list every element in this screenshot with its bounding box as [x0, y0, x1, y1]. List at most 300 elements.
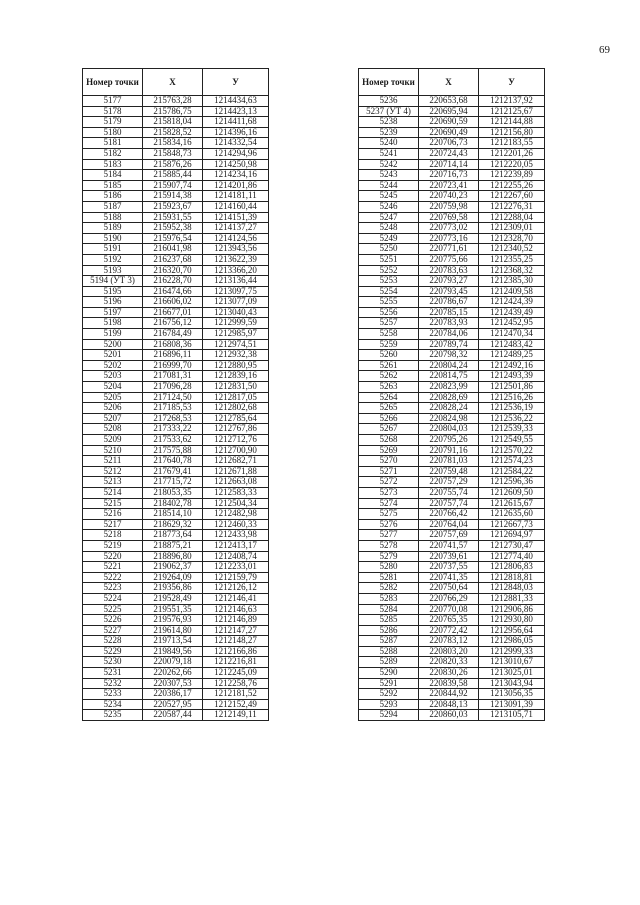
table-row [83, 371, 269, 382]
cell-point-number: 5204 [83, 382, 143, 393]
table-row [359, 540, 545, 551]
cell-point-number: 5190 [83, 233, 143, 244]
cell-point-number: 5249 [359, 233, 419, 244]
cell-x: 220830,26 [419, 668, 479, 679]
cell-x: 220771,61 [419, 244, 479, 255]
table-row [83, 392, 269, 403]
cell-y: 1213056,35 [479, 689, 545, 700]
cell-x: 219062,37 [143, 562, 203, 573]
header-y: У [203, 69, 269, 96]
cell-x: 220739,61 [419, 551, 479, 562]
cell-y: 1212288,04 [479, 212, 545, 223]
cell-x: 215876,26 [143, 159, 203, 170]
cell-y: 1212584,22 [479, 466, 545, 477]
cell-point-number: 5268 [359, 435, 419, 446]
cell-y: 1212906,86 [479, 604, 545, 615]
table-row [359, 678, 545, 689]
table-row [359, 297, 545, 308]
table-row [359, 636, 545, 647]
cell-x: 220823,99 [419, 382, 479, 393]
table-row [83, 127, 269, 138]
cell-point-number: 5209 [83, 435, 143, 446]
table-row [359, 435, 545, 446]
cell-point-number: 5182 [83, 148, 143, 159]
cell-y: 1212986,05 [479, 636, 545, 647]
cell-point-number: 5274 [359, 498, 419, 509]
table-row [83, 689, 269, 700]
cell-point-number: 5226 [83, 615, 143, 626]
cell-y: 1212549,55 [479, 435, 545, 446]
table-row [359, 350, 545, 361]
cell-x: 216756,12 [143, 318, 203, 329]
cell-point-number: 5200 [83, 339, 143, 350]
cell-y: 1212848,03 [479, 583, 545, 594]
table-row [83, 286, 269, 297]
cell-x: 217268,53 [143, 413, 203, 424]
table-row [83, 329, 269, 340]
cell-y: 1212146,41 [203, 593, 269, 604]
table-body-left [83, 96, 269, 721]
table-row [83, 403, 269, 414]
cell-point-number: 5186 [83, 191, 143, 202]
table-row [83, 318, 269, 329]
cell-point-number: 5185 [83, 180, 143, 191]
cell-x: 220803,20 [419, 646, 479, 657]
cell-y: 1212146,63 [203, 604, 269, 615]
cell-x: 220737,55 [419, 562, 479, 573]
table-body-right [359, 96, 545, 721]
table-row [359, 223, 545, 234]
cell-point-number: 5227 [83, 625, 143, 636]
table-row [83, 223, 269, 234]
table-row [83, 413, 269, 424]
cell-point-number: 5231 [83, 668, 143, 679]
cell-x: 216784,49 [143, 329, 203, 340]
cell-x: 220828,24 [419, 403, 479, 414]
cell-y: 1213091,39 [479, 699, 545, 710]
cell-x: 220587,44 [143, 710, 203, 721]
cell-y: 1212201,26 [479, 148, 545, 159]
cell-y: 1212839,16 [203, 371, 269, 382]
cell-y: 1213025,01 [479, 668, 545, 679]
cell-x: 220772,42 [419, 625, 479, 636]
cell-y: 1212156,80 [479, 127, 545, 138]
cell-point-number: 5255 [359, 297, 419, 308]
table-row [359, 699, 545, 710]
table-row [83, 201, 269, 212]
table-row [359, 233, 545, 244]
cell-x: 219264,09 [143, 572, 203, 583]
cell-y: 1212694,97 [479, 530, 545, 541]
cell-x: 220793,45 [419, 286, 479, 297]
cell-x: 220724,43 [419, 148, 479, 159]
table-row [83, 254, 269, 265]
cell-y: 1214332,54 [203, 138, 269, 149]
cell-x: 216237,68 [143, 254, 203, 265]
cell-x: 220848,13 [419, 699, 479, 710]
table-row [83, 117, 269, 128]
cell-point-number: 5285 [359, 615, 419, 626]
cell-y: 1212818,81 [479, 572, 545, 583]
cell-point-number: 5289 [359, 657, 419, 668]
cell-point-number: 5282 [359, 583, 419, 594]
table-row [359, 148, 545, 159]
cell-point-number: 5177 [83, 96, 143, 107]
table-row [83, 445, 269, 456]
table-row [83, 562, 269, 573]
cell-y: 1214250,98 [203, 159, 269, 170]
cell-x: 215818,04 [143, 117, 203, 128]
cell-point-number: 5180 [83, 127, 143, 138]
table-row [359, 106, 545, 117]
table-row [359, 466, 545, 477]
cell-y: 1212183,55 [479, 138, 545, 149]
cell-x: 220759,98 [419, 201, 479, 212]
cell-point-number: 5203 [83, 371, 143, 382]
cell-point-number: 5292 [359, 689, 419, 700]
cell-y: 1213622,39 [203, 254, 269, 265]
cell-x: 220795,26 [419, 435, 479, 446]
cell-point-number: 5201 [83, 350, 143, 361]
cell-y: 1213943,56 [203, 244, 269, 255]
cell-y: 1214396,16 [203, 127, 269, 138]
cell-y: 1212216,81 [203, 657, 269, 668]
cell-point-number: 5278 [359, 540, 419, 551]
cell-y: 1212340,52 [479, 244, 545, 255]
cell-y: 1212974,51 [203, 339, 269, 350]
cell-y: 1214137,27 [203, 223, 269, 234]
cell-x: 220690,49 [419, 127, 479, 138]
cell-x: 220860,03 [419, 710, 479, 721]
cell-x: 220695,94 [419, 106, 479, 117]
cell-y: 1212767,86 [203, 424, 269, 435]
cell-x: 218773,64 [143, 530, 203, 541]
cell-x: 220770,08 [419, 604, 479, 615]
table-row [359, 265, 545, 276]
table-row [359, 212, 545, 223]
cell-y: 1213010,67 [479, 657, 545, 668]
table-row [359, 360, 545, 371]
cell-x: 220714,14 [419, 159, 479, 170]
cell-y: 1212671,88 [203, 466, 269, 477]
table-row [359, 487, 545, 498]
table-row [359, 276, 545, 287]
cell-x: 220781,03 [419, 456, 479, 467]
cell-x: 220775,66 [419, 254, 479, 265]
cell-y: 1212166,86 [203, 646, 269, 657]
cell-point-number: 5215 [83, 498, 143, 509]
cell-y: 1212985,97 [203, 329, 269, 340]
table-row [359, 530, 545, 541]
table-row [83, 307, 269, 318]
cell-x: 220820,33 [419, 657, 479, 668]
cell-x: 220773,02 [419, 223, 479, 234]
cell-point-number: 5287 [359, 636, 419, 647]
cell-y: 1214124,56 [203, 233, 269, 244]
cell-x: 220791,16 [419, 445, 479, 456]
cell-y: 1212493,39 [479, 371, 545, 382]
table-row [359, 329, 545, 340]
cell-point-number: 5189 [83, 223, 143, 234]
cell-point-number: 5193 [83, 265, 143, 276]
cell-x: 220706,73 [419, 138, 479, 149]
cell-x: 220741,35 [419, 572, 479, 583]
cell-x: 218514,10 [143, 509, 203, 520]
table-row [83, 148, 269, 159]
table-row [359, 689, 545, 700]
cell-y: 1213105,71 [479, 710, 545, 721]
cell-y: 1212482,98 [203, 509, 269, 520]
cell-x: 217185,53 [143, 403, 203, 414]
cell-x: 220804,24 [419, 360, 479, 371]
cell-point-number: 5213 [83, 477, 143, 488]
cell-x: 220844,92 [419, 689, 479, 700]
cell-y: 1214294,96 [203, 148, 269, 159]
cell-y: 1212574,23 [479, 456, 545, 467]
cell-x: 220716,73 [419, 170, 479, 181]
table-row [83, 530, 269, 541]
cell-point-number: 5253 [359, 276, 419, 287]
cell-point-number: 5194 (УТ 3) [83, 276, 143, 287]
cell-x: 220785,15 [419, 307, 479, 318]
cell-y: 1212460,33 [203, 519, 269, 530]
cell-x: 219356,86 [143, 583, 203, 594]
cell-point-number: 5247 [359, 212, 419, 223]
cell-x: 220307,53 [143, 678, 203, 689]
cell-y: 1212881,33 [479, 593, 545, 604]
cell-x: 220798,32 [419, 350, 479, 361]
cell-point-number: 5187 [83, 201, 143, 212]
cell-x: 220759,48 [419, 466, 479, 477]
cell-x: 220828,69 [419, 392, 479, 403]
table-row [359, 318, 545, 329]
cell-x: 220769,58 [419, 212, 479, 223]
table-row [83, 435, 269, 446]
cell-y: 1212712,76 [203, 435, 269, 446]
cell-y: 1212730,47 [479, 540, 545, 551]
cell-x: 220764,04 [419, 519, 479, 530]
cell-y: 1212146,89 [203, 615, 269, 626]
table-row [359, 562, 545, 573]
cell-x: 215976,54 [143, 233, 203, 244]
cell-x: 219576,93 [143, 615, 203, 626]
cell-x: 220755,74 [419, 487, 479, 498]
cell-y: 1212667,73 [479, 519, 545, 530]
cell-y: 1212932,38 [203, 350, 269, 361]
cell-x: 216677,01 [143, 307, 203, 318]
table-row [359, 477, 545, 488]
cell-point-number: 5214 [83, 487, 143, 498]
cell-y: 1212125,67 [479, 106, 545, 117]
table-row [83, 604, 269, 615]
table-row [359, 382, 545, 393]
table-row [83, 96, 269, 107]
cell-x: 215931,55 [143, 212, 203, 223]
cell-point-number: 5195 [83, 286, 143, 297]
cell-x: 220690,59 [419, 117, 479, 128]
table-row [359, 445, 545, 456]
cell-point-number: 5244 [359, 180, 419, 191]
cell-x: 216808,36 [143, 339, 203, 350]
cell-x: 217575,88 [143, 445, 203, 456]
cell-x: 217679,41 [143, 466, 203, 477]
cell-y: 1213366,20 [203, 265, 269, 276]
cell-y: 1212433,98 [203, 530, 269, 541]
cell-y: 1212409,58 [479, 286, 545, 297]
table-row [83, 106, 269, 117]
cell-point-number: 5277 [359, 530, 419, 541]
cell-x: 220786,67 [419, 297, 479, 308]
cell-x: 219551,35 [143, 604, 203, 615]
table-row [359, 244, 545, 255]
table-row [359, 307, 545, 318]
cell-x: 220783,93 [419, 318, 479, 329]
cell-point-number: 5217 [83, 519, 143, 530]
table-row [83, 350, 269, 361]
cell-point-number: 5205 [83, 392, 143, 403]
cell-point-number: 5230 [83, 657, 143, 668]
header-point-number: Номер точки [359, 69, 419, 96]
table-row [83, 265, 269, 276]
cell-x: 217081,31 [143, 371, 203, 382]
cell-y: 1212663,08 [203, 477, 269, 488]
table-row [359, 403, 545, 414]
cell-x: 218053,35 [143, 487, 203, 498]
cell-x: 220740,23 [419, 191, 479, 202]
cell-point-number: 5267 [359, 424, 419, 435]
cell-y: 1213136,44 [203, 276, 269, 287]
cell-point-number: 5224 [83, 593, 143, 604]
table-row [83, 636, 269, 647]
cell-x: 219614,80 [143, 625, 203, 636]
table-row [83, 657, 269, 668]
cell-x: 217715,72 [143, 477, 203, 488]
cell-y: 1212583,33 [203, 487, 269, 498]
table-row [359, 625, 545, 636]
cell-y: 1212152,49 [203, 699, 269, 710]
cell-point-number: 5275 [359, 509, 419, 520]
table-row [83, 519, 269, 530]
cell-y: 1212609,50 [479, 487, 545, 498]
cell-point-number: 5210 [83, 445, 143, 456]
cell-x: 220757,69 [419, 530, 479, 541]
cell-y: 1212539,33 [479, 424, 545, 435]
cell-point-number: 5280 [359, 562, 419, 573]
cell-y: 1212220,05 [479, 159, 545, 170]
cell-y: 1212956,64 [479, 625, 545, 636]
cell-point-number: 5184 [83, 170, 143, 181]
cell-x: 215923,67 [143, 201, 203, 212]
table-row [359, 170, 545, 181]
cell-y: 1212181,52 [203, 689, 269, 700]
cell-y: 1212355,25 [479, 254, 545, 265]
cell-y: 1212258,76 [203, 678, 269, 689]
cell-x: 220765,35 [419, 615, 479, 626]
cell-x: 220079,18 [143, 657, 203, 668]
table-row [83, 191, 269, 202]
cell-point-number: 5256 [359, 307, 419, 318]
table-row [359, 117, 545, 128]
table-row [83, 646, 269, 657]
table-row [359, 339, 545, 350]
cell-y: 1212489,25 [479, 350, 545, 361]
cell-point-number: 5208 [83, 424, 143, 435]
table-row [359, 551, 545, 562]
cell-point-number: 5220 [83, 551, 143, 562]
cell-y: 1212239,89 [479, 170, 545, 181]
cell-y: 1212516,26 [479, 392, 545, 403]
cell-point-number: 5257 [359, 318, 419, 329]
table-row [83, 583, 269, 594]
table-row [83, 382, 269, 393]
cell-point-number: 5264 [359, 392, 419, 403]
cell-point-number: 5239 [359, 127, 419, 138]
table-row [83, 233, 269, 244]
cell-point-number: 5290 [359, 668, 419, 679]
cell-point-number: 5279 [359, 551, 419, 562]
cell-y: 1214434,63 [203, 96, 269, 107]
table-row [83, 276, 269, 287]
table-row [83, 551, 269, 562]
cell-point-number: 5211 [83, 456, 143, 467]
cell-y: 1212267,60 [479, 191, 545, 202]
table-row [83, 615, 269, 626]
table-row [83, 668, 269, 679]
cell-x: 215786,75 [143, 106, 203, 117]
table-row [83, 487, 269, 498]
cell-point-number: 5254 [359, 286, 419, 297]
cell-point-number: 5181 [83, 138, 143, 149]
cell-point-number: 5221 [83, 562, 143, 573]
cell-y: 1212245,09 [203, 668, 269, 679]
cell-x: 220814,75 [419, 371, 479, 382]
table-row [359, 191, 545, 202]
cell-x: 216228,70 [143, 276, 203, 287]
cell-point-number: 5261 [359, 360, 419, 371]
header-x: X [419, 69, 479, 96]
cell-point-number: 5219 [83, 540, 143, 551]
cell-y: 1213077,09 [203, 297, 269, 308]
cell-x: 220793,27 [419, 276, 479, 287]
cell-x: 220757,74 [419, 498, 479, 509]
coordinates-table-left [82, 68, 269, 721]
cell-x: 219849,56 [143, 646, 203, 657]
cell-x: 218629,32 [143, 519, 203, 530]
cell-y: 1212999,33 [479, 646, 545, 657]
cell-x: 216896,11 [143, 350, 203, 361]
cell-y: 1212802,68 [203, 403, 269, 414]
cell-point-number: 5288 [359, 646, 419, 657]
cell-point-number: 5218 [83, 530, 143, 541]
page-number: 69 [599, 44, 610, 56]
table-row [83, 498, 269, 509]
cell-x: 218402,78 [143, 498, 203, 509]
cell-x: 216474,66 [143, 286, 203, 297]
table-row [83, 170, 269, 181]
cell-y: 1212635,60 [479, 509, 545, 520]
cell-point-number: 5246 [359, 201, 419, 212]
cell-point-number: 5207 [83, 413, 143, 424]
cell-point-number: 5241 [359, 148, 419, 159]
cell-point-number: 5273 [359, 487, 419, 498]
table-row [359, 392, 545, 403]
cell-x: 217333,22 [143, 424, 203, 435]
table-row [359, 646, 545, 657]
cell-point-number: 5266 [359, 413, 419, 424]
table-row [359, 201, 545, 212]
cell-point-number: 5199 [83, 329, 143, 340]
cell-point-number: 5198 [83, 318, 143, 329]
